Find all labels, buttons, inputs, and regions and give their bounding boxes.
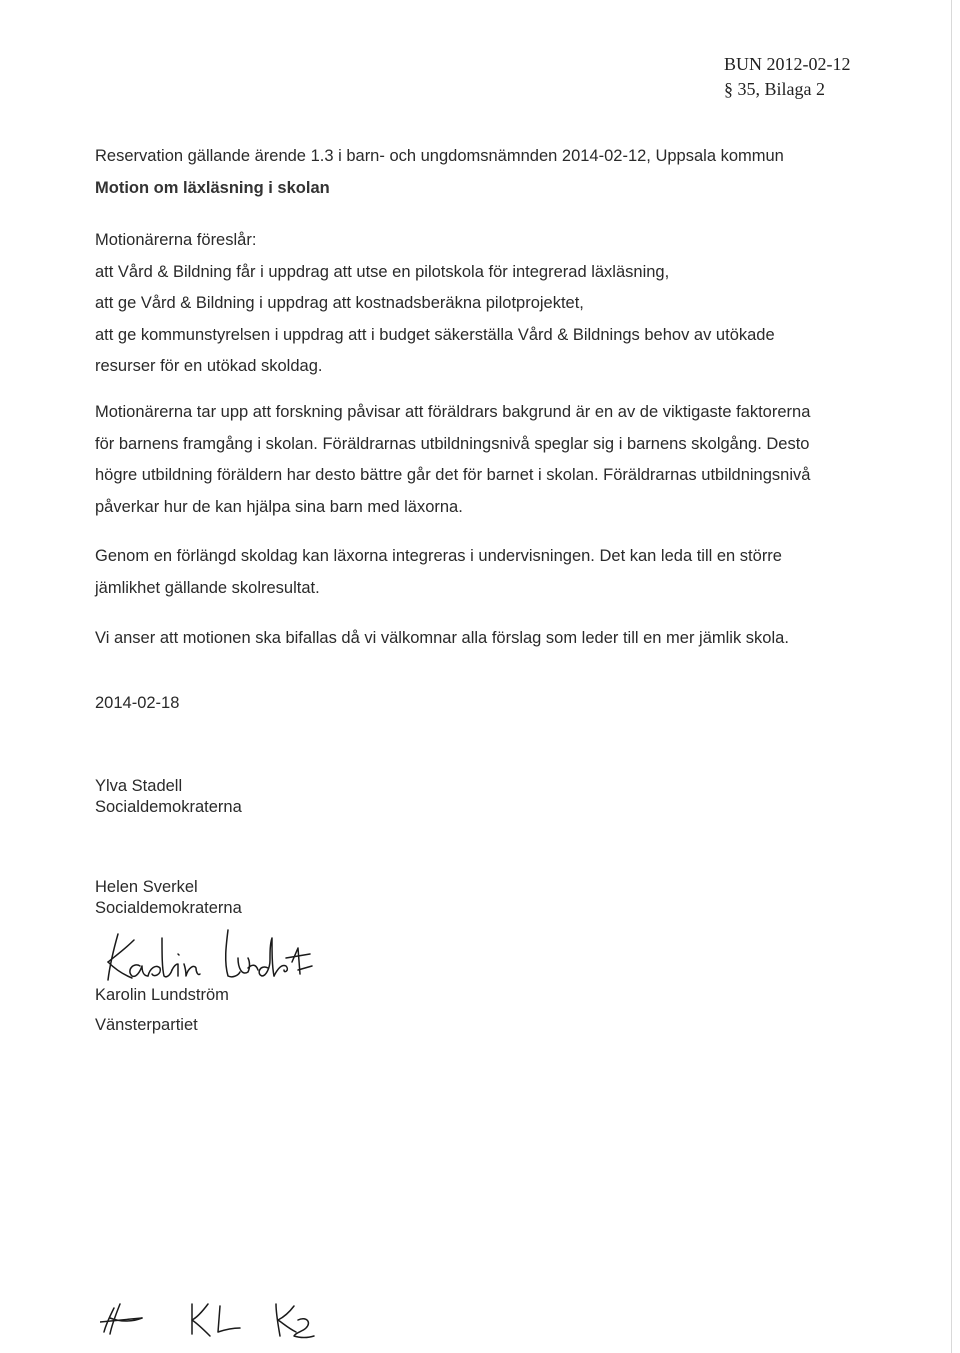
proposal-block (95, 225, 885, 383)
paragraph-research (95, 397, 885, 523)
signatory-2 (95, 877, 885, 919)
paragraph-line: för barnens framgång i skolan. Föräldrarnas utbildningsnivå speglar sig i barnens skolgång. Desto (95, 434, 810, 453)
proposal-line: att ge Vård & Bildning i uppdrag att kostnadsberäkna pilotprojektet, (95, 294, 584, 312)
paragraph-conclusion (95, 623, 885, 655)
paragraph-line: Vi anser att motionen ska bifallas då vi välkomnar alla förslag som leder till en mer jämlik skola. (95, 629, 789, 647)
stamp-line-1: BUN 2012-02-12 (724, 54, 851, 74)
signatory-party: Socialdemokraterna (95, 798, 242, 816)
reservation-title: Reservation gällande ärende 1.3 i barn- och ungdomsnämnden 2014-02-12, Uppsala kommun (95, 147, 784, 165)
paragraph-line: Genom en förlängd skoldag kan läxorna integreras i undervisningen. Det kan leda till en större (95, 547, 782, 565)
heading-block (95, 141, 885, 204)
registry-stamp (724, 52, 851, 102)
proposal-intro: Motionärerna föreslår: (95, 231, 257, 249)
signatory-3-party (95, 1015, 885, 1036)
page-edge (951, 0, 952, 1353)
date-block (95, 688, 885, 720)
signatory-3 (95, 985, 885, 1006)
document-date: 2014-02-18 (95, 694, 180, 712)
signatory-name: Karolin Lundström (95, 986, 229, 1004)
motion-subject: Motion om läxläsning i skolan (95, 178, 330, 197)
paragraph-schoolday (95, 541, 885, 604)
paragraph-line: Motionärerna tar upp att forskning påvisar att föräldrars bakgrund är en av de viktigaste faktorerna (95, 403, 811, 421)
signatory-name: Helen Sverkel (95, 878, 198, 896)
signatory-party: Vänsterpartiet (95, 1016, 198, 1034)
stamp-line-2: § 35, Bilaga 2 (724, 79, 825, 99)
proposal-line: att Vård & Bildning får i uppdrag att utse en pilotskola för integrerad läxläsning, (95, 262, 670, 281)
proposal-line: att ge kommunstyrelsen i uppdrag att i budget säkerställa Vård & Bildnings behov av utökade (95, 325, 775, 344)
paragraph-line: jämlikhet gällande skolresultat. (95, 578, 320, 597)
paragraph-line: påverkar hur de kan hjälpa sina barn med läxorna. (95, 497, 463, 516)
signatory-name: Ylva Stadell (95, 777, 183, 795)
handwritten-initials (100, 1292, 340, 1342)
handwritten-signature (88, 918, 328, 990)
signatory-party: Socialdemokraterna (95, 899, 242, 917)
signatory-1 (95, 776, 885, 818)
paragraph-line: högre utbildning föräldern har desto bättre går det för barnet i skolan. Föräldrarnas utbildningsnivå (95, 466, 811, 484)
proposal-line: resurser för en utökad skoldag. (95, 357, 323, 375)
